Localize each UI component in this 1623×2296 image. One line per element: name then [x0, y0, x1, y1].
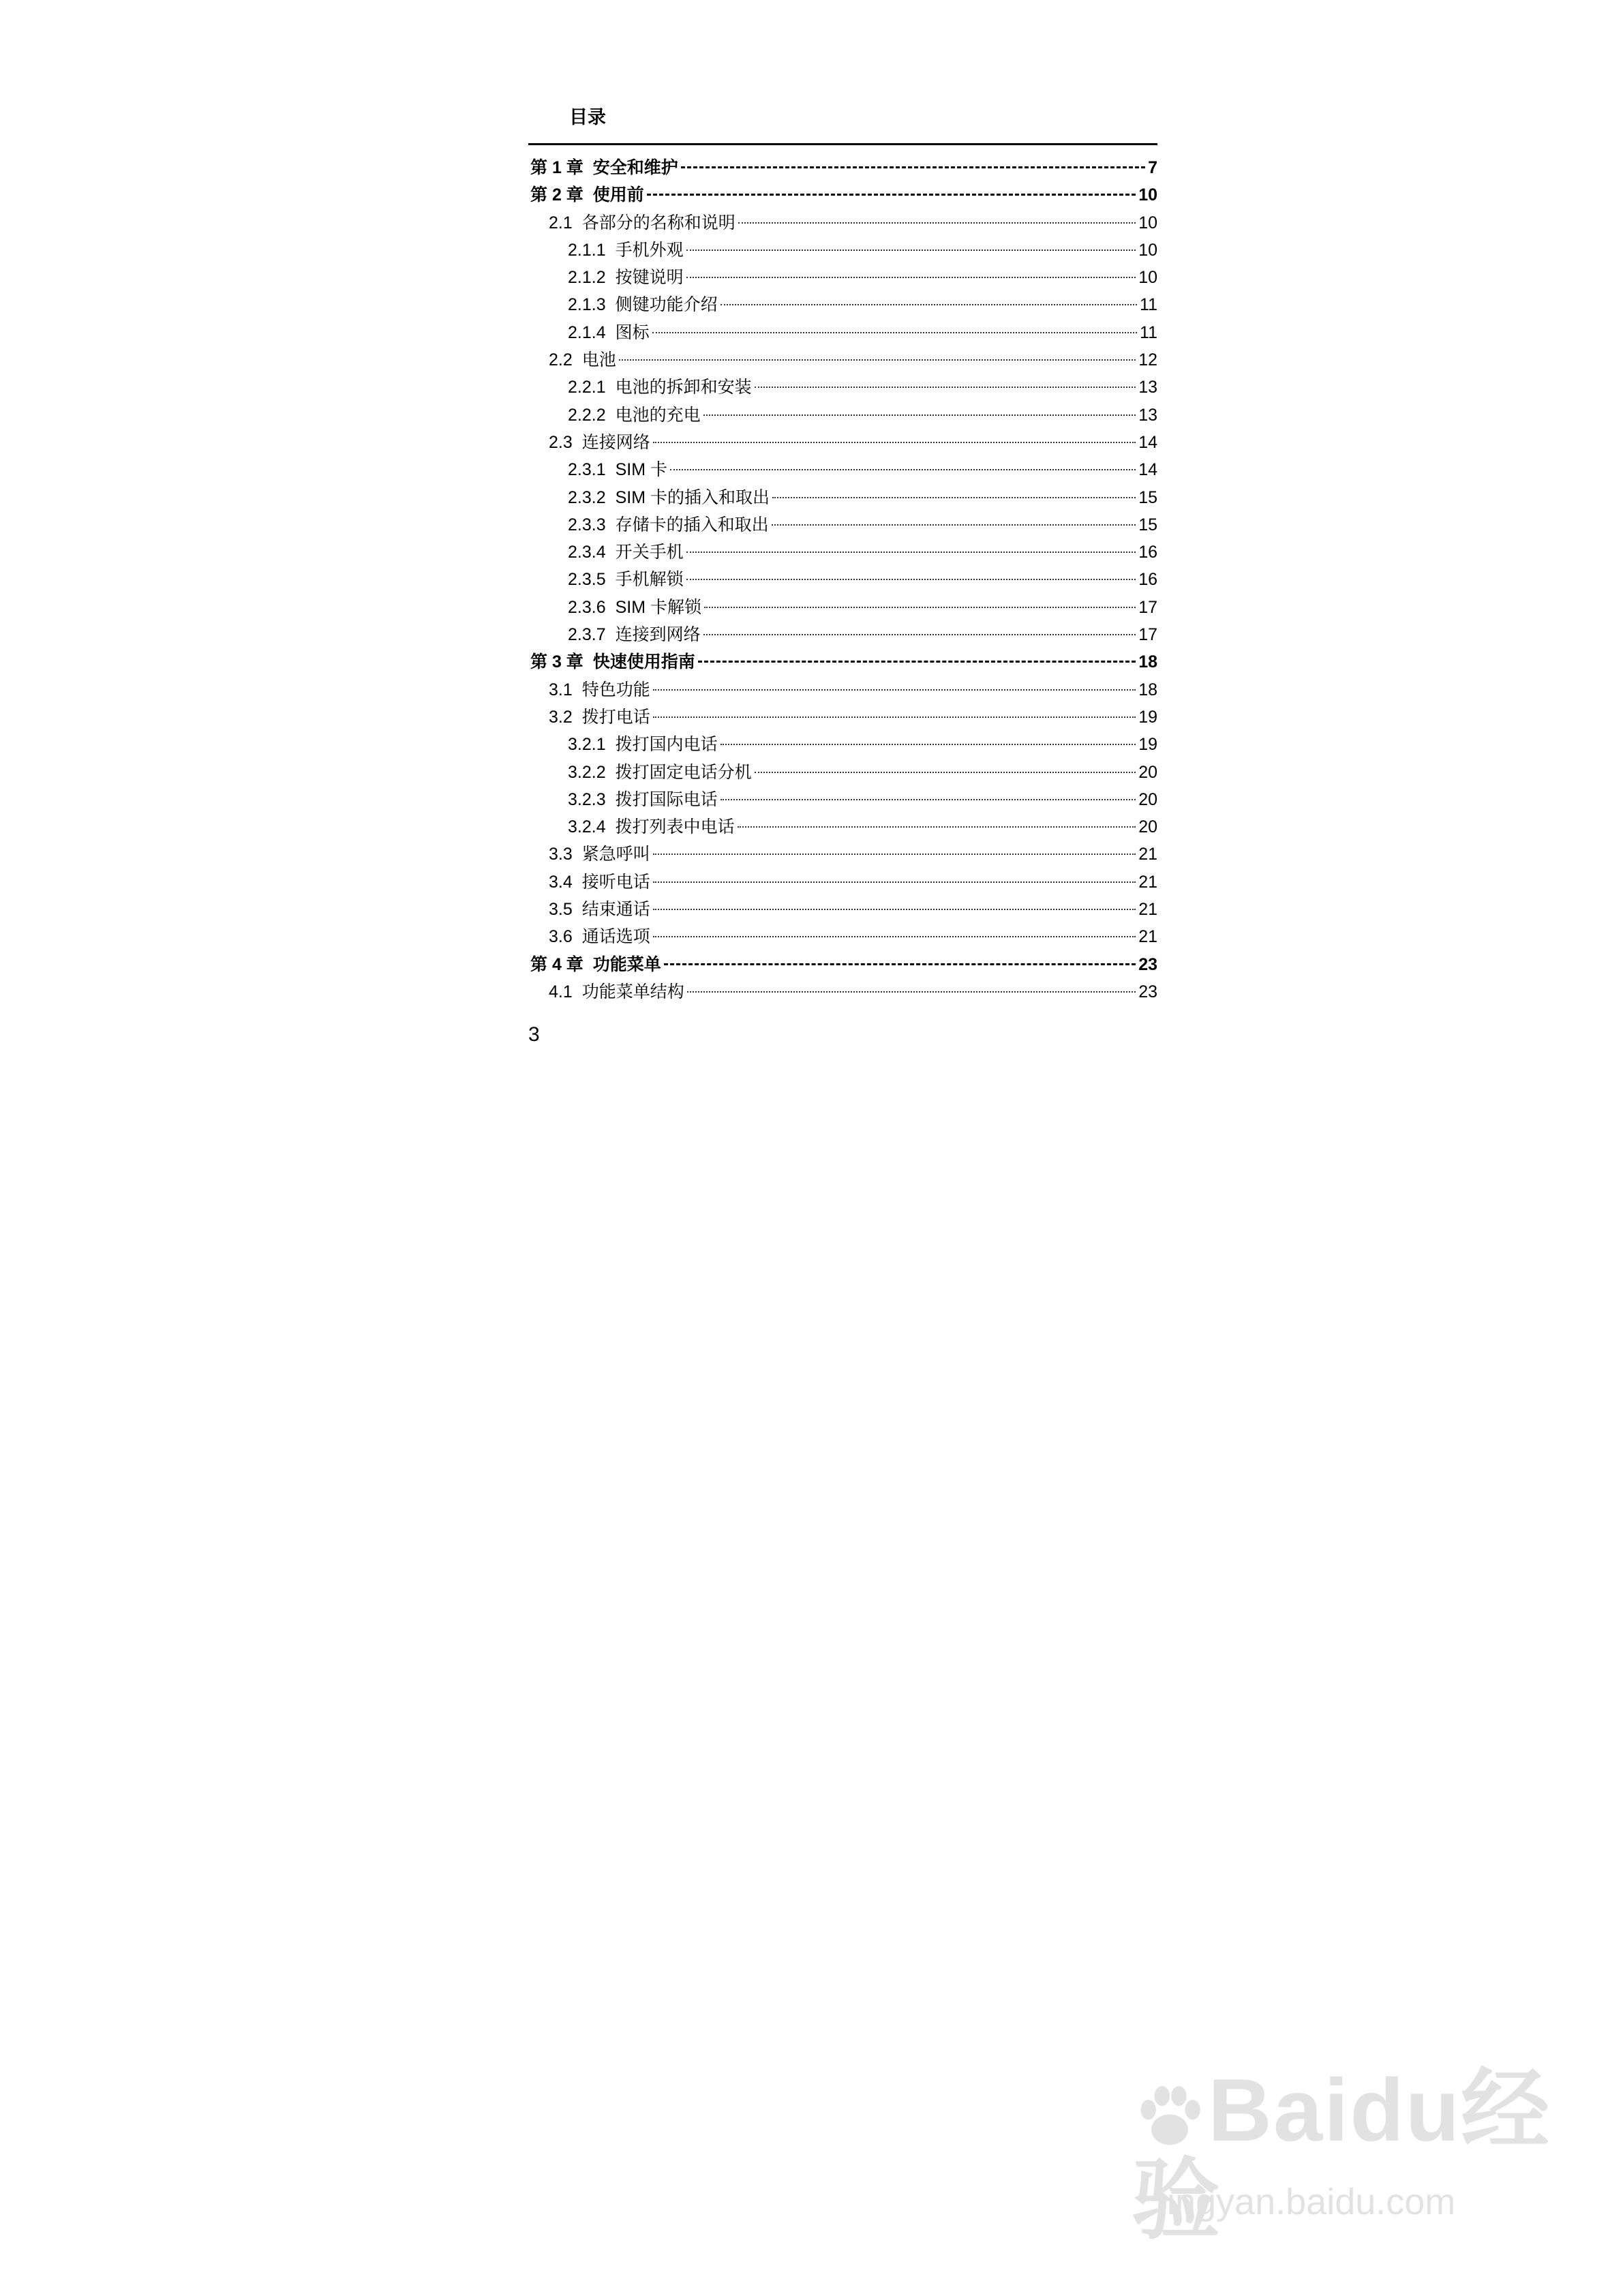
toc-entry-label: 电池的拆卸和安装	[615, 378, 752, 397]
toc-entry-number: 2.1.3	[568, 295, 606, 315]
toc-entry-page: 20	[1138, 789, 1157, 809]
toc-entry[interactable]	[530, 868, 1157, 896]
toc-entry-label: 电池的充电	[615, 405, 701, 425]
toc-entry-page: 19	[1138, 707, 1157, 727]
paw-icon	[1132, 2079, 1208, 2156]
toc-entry-label: 紧急呼叫	[581, 845, 650, 864]
toc-entry-page: 23	[1138, 954, 1157, 974]
toc-entry[interactable]	[530, 648, 1157, 676]
toc-entry[interactable]	[530, 429, 1157, 456]
toc-entry-label: 结束通话	[581, 900, 650, 920]
toc-entry[interactable]	[530, 594, 1157, 621]
toc-entry[interactable]	[530, 402, 1157, 429]
toc-dot-leader	[647, 194, 1136, 196]
toc-entry-page: 23	[1138, 982, 1157, 1001]
toc-entry[interactable]	[530, 511, 1157, 539]
toc-entry-page: 16	[1138, 570, 1157, 590]
toc-entry-label: SIM 卡解锁	[615, 597, 702, 617]
toc-entry-label: 按键说明	[615, 268, 684, 288]
watermark-url: jingyan.baidu.com	[1159, 2181, 1456, 2222]
table-of-contents	[530, 154, 1157, 1006]
toc-entry-label: 拨打国际电话	[615, 789, 718, 809]
toc-entry-page: 21	[1138, 900, 1157, 920]
toc-entry[interactable]	[530, 786, 1157, 813]
toc-entry-page: 11	[1140, 322, 1157, 342]
toc-entry[interactable]	[530, 841, 1157, 868]
toc-entry-number: 2.1.4	[568, 322, 606, 342]
toc-entry-label: 各部分的名称和说明	[581, 213, 735, 232]
toc-title: 目录	[569, 107, 606, 127]
toc-dot-leader	[686, 579, 1136, 580]
toc-entry-label: SIM 卡的插入和取出	[615, 487, 770, 507]
toc-entry-number: 3.2.3	[568, 789, 606, 809]
toc-entry-number: 第 1 章	[530, 158, 583, 177]
toc-entry-number: 2.3.7	[568, 625, 606, 645]
toc-entry[interactable]	[530, 566, 1157, 593]
toc-entry[interactable]	[530, 813, 1157, 841]
toc-entry-label: 快速使用指南	[592, 652, 695, 672]
toc-entry-page: 21	[1138, 845, 1157, 864]
toc-entry[interactable]	[530, 731, 1157, 758]
toc-entry-number: 3.5	[549, 900, 573, 920]
toc-entry[interactable]	[530, 484, 1157, 511]
toc-dot-leader	[653, 442, 1136, 443]
toc-entry-number: 2.2.2	[568, 405, 606, 425]
toc-entry-page: 19	[1138, 735, 1157, 755]
toc-entry[interactable]	[530, 951, 1157, 978]
toc-entry-label: 存储卡的插入和取出	[615, 515, 769, 534]
toc-entry-label: 手机外观	[615, 240, 684, 260]
toc-dot-leader	[698, 661, 1136, 663]
watermark-logo-text: Baidu经验	[1132, 2060, 1551, 2250]
toc-dot-leader	[703, 634, 1136, 635]
toc-entry-label: 特色功能	[581, 680, 650, 699]
toc-dot-leader	[619, 359, 1136, 361]
toc-entry-page: 12	[1138, 350, 1157, 370]
toc-entry-number: 2.1	[549, 213, 573, 232]
toc-entry-number: 2.3.4	[568, 543, 606, 562]
toc-entry-page: 10	[1138, 268, 1157, 288]
toc-entry-number: 2.3.2	[568, 487, 606, 507]
toc-entry-page: 15	[1138, 515, 1157, 534]
toc-entry-number: 3.2.2	[568, 762, 606, 782]
toc-entry-label: 侧键功能介绍	[615, 295, 718, 315]
title-divider	[528, 143, 1157, 145]
toc-entry[interactable]	[530, 978, 1157, 1006]
toc-entry-number: 2.1.2	[568, 268, 606, 288]
toc-entry-page: 18	[1138, 680, 1157, 699]
toc-entry-label: 拨打国内电话	[615, 735, 718, 755]
toc-dot-leader	[653, 881, 1136, 883]
toc-dot-leader	[721, 304, 1137, 305]
toc-entry[interactable]	[530, 896, 1157, 923]
toc-entry-page: 21	[1138, 872, 1157, 892]
toc-entry-label: 使用前	[592, 185, 644, 205]
toc-dot-leader	[755, 772, 1136, 773]
toc-entry-label: 连接到网络	[615, 625, 701, 645]
toc-entry-label: 安全和维护	[592, 158, 678, 177]
toc-dot-leader	[703, 414, 1136, 416]
toc-dot-leader	[686, 277, 1136, 278]
toc-entry[interactable]	[530, 154, 1157, 181]
toc-entry-page: 13	[1138, 378, 1157, 397]
toc-dot-leader	[687, 991, 1136, 993]
toc-entry-label: 连接网络	[581, 432, 650, 452]
baidu-jingyan-watermark	[1132, 2018, 1568, 2250]
toc-entry-page: 21	[1138, 927, 1157, 947]
toc-entry[interactable]	[530, 456, 1157, 483]
toc-entry[interactable]	[530, 209, 1157, 237]
toc-dot-leader	[670, 469, 1136, 470]
toc-entry-label: 电池	[581, 350, 616, 370]
toc-entry-page: 20	[1138, 817, 1157, 837]
toc-entry-page: 17	[1138, 597, 1157, 617]
toc-entry-label: 接听电话	[581, 872, 650, 892]
toc-entry-label: 开关手机	[615, 543, 684, 562]
toc-entry-number: 3.2.4	[568, 817, 606, 837]
toc-entry-number: 2.2	[549, 350, 573, 370]
toc-entry-page: 14	[1138, 432, 1157, 452]
toc-entry-label: 通话选项	[581, 927, 650, 947]
toc-dot-leader	[653, 689, 1136, 691]
toc-entry-label: 拨打电话	[581, 707, 650, 727]
toc-entry-number: 2.3	[549, 432, 573, 452]
toc-entry[interactable]	[530, 264, 1157, 291]
toc-entry-page: 20	[1138, 762, 1157, 782]
toc-entry-page: 11	[1140, 295, 1157, 315]
toc-entry[interactable]	[530, 704, 1157, 731]
toc-entry-label: SIM 卡	[615, 460, 668, 480]
toc-dot-leader	[721, 799, 1136, 800]
toc-dot-leader	[772, 524, 1136, 526]
toc-entry[interactable]	[530, 237, 1157, 264]
toc-entry-number: 3.1	[549, 680, 573, 699]
toc-entry-number: 2.2.1	[568, 378, 606, 397]
toc-entry-page: 16	[1138, 543, 1157, 562]
toc-entry-label: 拨打固定电话分机	[615, 762, 752, 782]
toc-entry-page: 14	[1138, 460, 1157, 480]
toc-entry-label: 图标	[615, 322, 650, 342]
toc-entry-number: 3.4	[549, 872, 573, 892]
toc-entry-number: 2.3.5	[568, 570, 606, 590]
toc-entry-number: 3.6	[549, 927, 573, 947]
toc-dot-leader	[704, 607, 1136, 608]
toc-dot-leader	[653, 909, 1136, 910]
toc-entry[interactable]	[530, 759, 1157, 786]
toc-entry-number: 2.3.1	[568, 460, 606, 480]
toc-dot-leader	[653, 854, 1136, 855]
toc-entry-number: 第 2 章	[530, 185, 583, 205]
toc-entry-number: 3.3	[549, 845, 573, 864]
toc-entry[interactable]	[530, 923, 1157, 950]
toc-entry-number: 3.2	[549, 707, 573, 727]
toc-entry-label: 功能菜单结构	[581, 982, 684, 1001]
toc-entry-number: 第 3 章	[530, 652, 583, 672]
toc-entry[interactable]	[530, 374, 1157, 401]
toc-entry-page: 13	[1138, 405, 1157, 425]
toc-dot-leader	[681, 166, 1145, 168]
toc-entry-number: 2.3.3	[568, 515, 606, 534]
toc-dot-leader	[652, 332, 1137, 333]
toc-entry[interactable]	[530, 346, 1157, 374]
toc-entry-label: 手机解锁	[615, 570, 684, 590]
toc-entry-number: 4.1	[549, 982, 573, 1001]
toc-entry-page: 10	[1138, 213, 1157, 232]
toc-entry[interactable]	[530, 539, 1157, 566]
toc-entry-number: 2.1.1	[568, 240, 606, 260]
toc-entry-page: 10	[1138, 185, 1157, 205]
toc-entry[interactable]	[530, 181, 1157, 209]
page-number: 3	[528, 1023, 540, 1046]
toc-entry[interactable]	[530, 319, 1157, 346]
toc-entry-page: 17	[1138, 625, 1157, 645]
toc-dot-leader	[738, 826, 1136, 828]
toc-dot-leader	[738, 222, 1136, 224]
toc-dot-leader	[755, 387, 1136, 388]
toc-entry[interactable]	[530, 676, 1157, 704]
toc-entry-number: 3.2.1	[568, 735, 606, 755]
toc-entry[interactable]	[530, 291, 1157, 318]
toc-entry-page: 7	[1148, 158, 1157, 177]
toc-entry-label: 拨打列表中电话	[615, 817, 735, 837]
toc-dot-leader	[653, 716, 1136, 718]
toc-dot-leader	[686, 552, 1136, 553]
toc-entry-page: 10	[1138, 240, 1157, 260]
toc-entry-page: 18	[1138, 652, 1157, 672]
toc-dot-leader	[664, 963, 1136, 965]
toc-entry-number: 2.3.6	[568, 597, 606, 617]
toc-dot-leader	[721, 744, 1136, 745]
toc-entry-page: 15	[1138, 487, 1157, 507]
toc-dot-leader	[653, 936, 1136, 937]
toc-entry-label: 功能菜单	[592, 954, 661, 974]
toc-dot-leader	[772, 497, 1136, 498]
toc-dot-leader	[686, 250, 1136, 251]
toc-entry-number: 第 4 章	[530, 954, 583, 974]
toc-entry[interactable]	[530, 621, 1157, 648]
